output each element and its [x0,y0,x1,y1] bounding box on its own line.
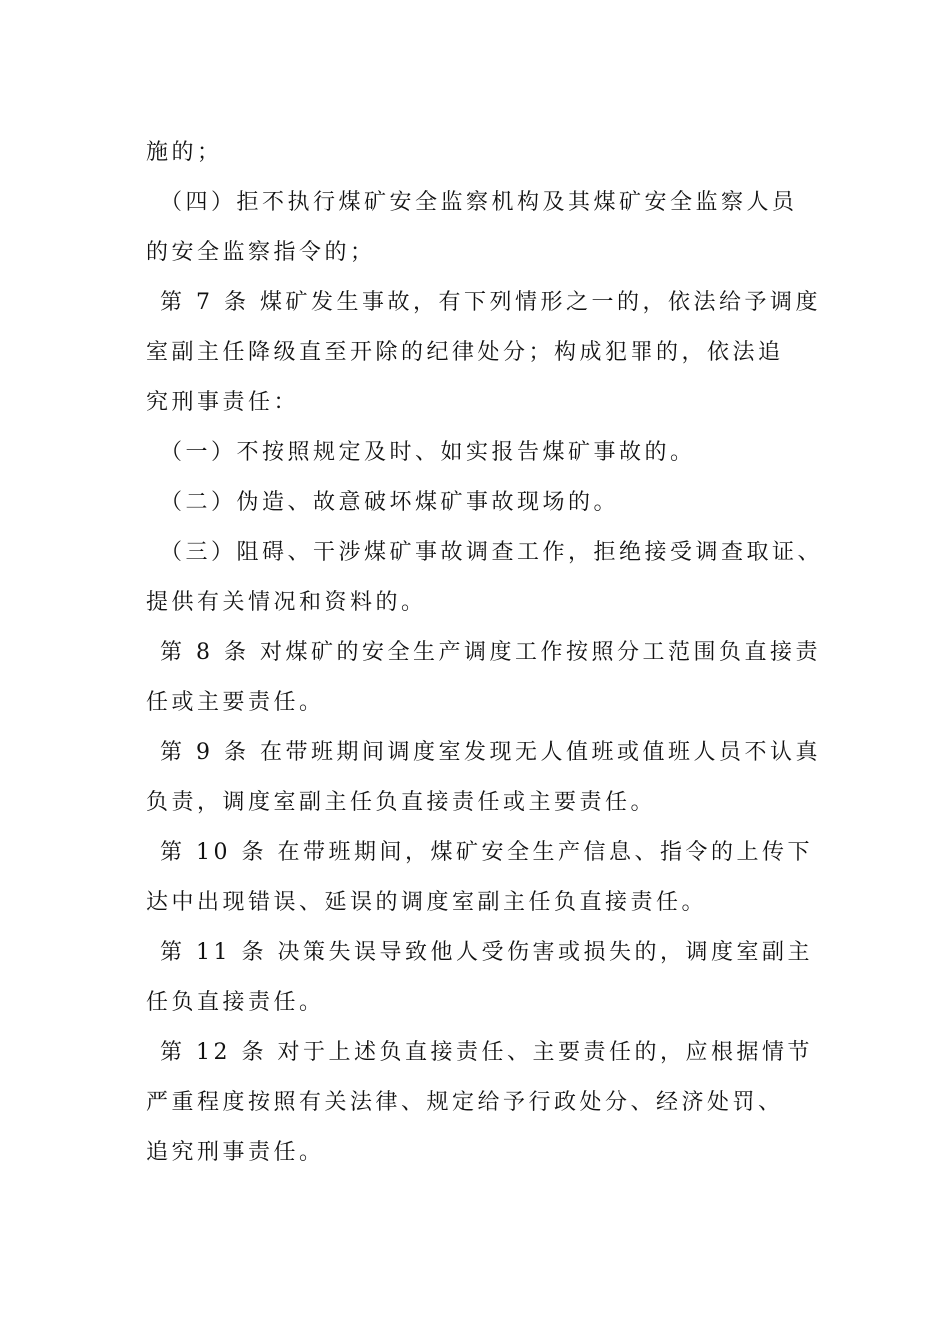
text-line: 室副主任降级直至开除的纪律处分；构成犯罪的，依法追 [146,340,784,365]
text-line: 施的； [146,140,223,165]
document-body [146,128,846,1178]
text-line: 负责，调度室副主任负直接责任或主要责任。 [146,790,657,815]
article-heading-line: 第 7 条 煤矿发生事故，有下列情形之一的，依法给予调度 [160,290,821,315]
text-line: 严重程度按照有关法律、规定给予行政处分、经济处罚、 [146,1090,784,1115]
text-line: 任或主要责任。 [146,690,325,715]
text-line: 任负直接责任。 [146,990,325,1015]
text-line: 追究刑事责任。 [146,1140,325,1165]
article-heading-line: 第 8 条 对煤矿的安全生产调度工作按照分工范围负直接责 [160,640,821,665]
text-line: 达中出现错误、延误的调度室副主任负直接责任。 [146,890,708,915]
text-line: （二）伪造、故意破坏煤矿事故现场的。 [160,490,620,515]
article-heading-line: 第 10 条 在带班期间，煤矿安全生产信息、指令的上传下 [160,840,813,865]
text-line: （一）不按照规定及时、如实报告煤矿事故的。 [160,440,696,465]
article-heading-line: 第 9 条 在带班期间调度室发现无人值班或值班人员不认真 [160,740,821,765]
article-heading-line: 第 11 条 决策失误导致他人受伤害或损失的，调度室副主 [160,940,813,965]
text-line: 究刑事责任： [146,390,300,415]
article-heading-line: 第 12 条 对于上述负直接责任、主要责任的，应根据情节 [160,1040,813,1065]
text-line: 提供有关情况和资料的。 [146,590,427,615]
text-line: 的安全监察指令的； [146,240,376,265]
text-line: （四）拒不执行煤矿安全监察机构及其煤矿安全监察人员 [160,190,798,215]
text-line: （三）阻碍、干涉煤矿事故调查工作，拒绝接受调查取证、 [160,540,824,565]
